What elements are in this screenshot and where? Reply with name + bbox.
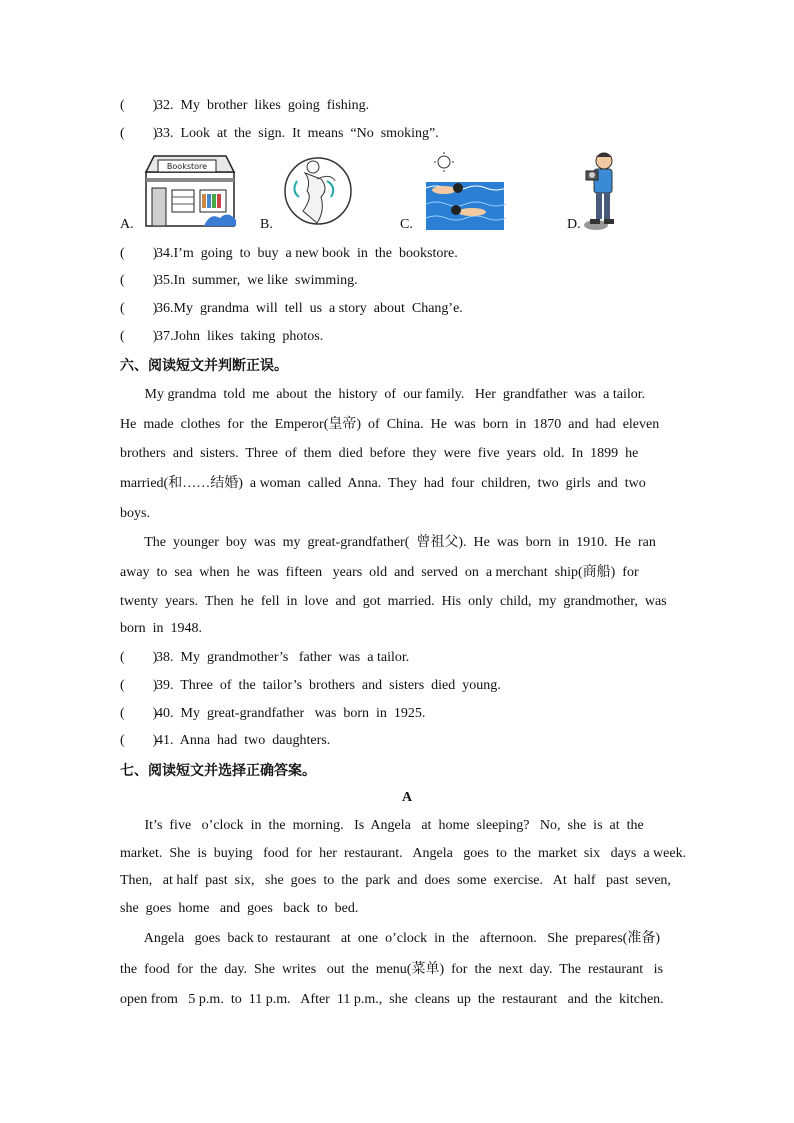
section-7-paragraph-2 (120, 924, 692, 1016)
question-37 (120, 328, 323, 346)
section-6-paragraph-2 (120, 528, 692, 644)
answer-paren[interactable]: ( ) (120, 706, 158, 721)
option-b-label: B. (260, 217, 273, 232)
option-c-label: C. (400, 217, 413, 232)
question-text: 41. Anna had two daughters. (156, 733, 331, 748)
swimming-image (424, 152, 506, 232)
answer-paren[interactable]: ( ) (120, 301, 158, 316)
question-36 (120, 300, 463, 318)
text-line: Then, at half past six, she goes to the park and does some exercise. At half past seven, (120, 873, 671, 889)
question-39 (120, 677, 501, 695)
bookstore-image (144, 154, 238, 228)
answer-paren[interactable]: ( ) (120, 329, 158, 344)
bookstore-sign-text: Bookstore (166, 162, 208, 171)
text-line: It’s five o’clock in the morning. Is Angela at home sleeping? No, she is at the (120, 818, 644, 833)
question-34 (120, 245, 458, 263)
question-41 (120, 732, 330, 750)
question-38 (120, 649, 409, 667)
question-text: 32. My brother likes going fishing. (156, 98, 370, 113)
option-a-label: A. (120, 217, 134, 232)
question-text: 35.In summer, we like swimming. (156, 273, 358, 288)
option-d-label: D. (567, 217, 581, 232)
question-text: 36.My grandma will tell us a story about Chang’e. (156, 301, 463, 316)
question-text: 33. Look at the sign. It means “No smoking”. (156, 126, 439, 141)
text-line: born in 1948. (120, 621, 203, 637)
text-line: the food for the day. She writes out the menu(菜单) for the next day. The restaurant is (120, 961, 664, 977)
section-7-heading: 七、阅读短文并选择正确答案。 (120, 763, 316, 779)
text-line: My grandma told me about the history of our family. Her grandfather was a tailor. (120, 387, 646, 402)
change-moon-image (283, 151, 353, 231)
question-35 (120, 272, 358, 290)
text-line: she goes home and goes back to bed. (120, 901, 359, 917)
answer-paren[interactable]: ( ) (120, 733, 158, 748)
photographer-image (582, 151, 622, 233)
answer-paren[interactable]: ( ) (120, 650, 158, 665)
answer-paren[interactable]: ( ) (120, 126, 158, 141)
text-line: Angela goes back to restaurant at one o’clock in the afternoon. She prepares(准备) (120, 931, 660, 946)
text-line: The younger boy was my great-grandfather( 曾祖父). He was born in 1910. He ran (120, 535, 656, 550)
section-7-paragraph-1 (120, 812, 692, 923)
question-text: 40. My great-grandfather was born in 1925. (156, 706, 426, 721)
passage-label: A (401, 790, 413, 805)
section-6-heading: 六、阅读短文并判断正误。 (120, 358, 288, 374)
text-line: boys. (120, 505, 150, 521)
question-32 (120, 97, 369, 115)
question-text: 37.John likes taking photos. (156, 329, 324, 344)
text-line: away to sea when he was fifteen years old and served on a merchant ship(商船) for (120, 564, 639, 580)
text-line: open from 5 p.m. to 11 p.m. After 11 p.m., she cleans up the restaurant and the kitchen. (120, 992, 664, 1007)
answer-paren[interactable]: ( ) (120, 273, 158, 288)
answer-paren[interactable]: ( ) (120, 246, 158, 261)
question-text: 38. My grandmother’s father was a tailor. (156, 650, 410, 665)
question-text: 39. Three of the tailor’s brothers and sisters died young. (156, 678, 501, 693)
question-40 (120, 705, 425, 723)
text-line: brothers and sisters. Three of them died before they were five years old. In 1899 he (120, 446, 639, 462)
answer-paren[interactable]: ( ) (120, 98, 158, 113)
text-line: twenty years. Then he fell in love and got married. His only child, my grandmother, was (120, 594, 667, 610)
section-6-paragraph-1 (120, 380, 692, 529)
text-line: He made clothes for the Emperor(皇帝) of China. He was born in 1870 and had eleven (120, 416, 660, 432)
answer-paren[interactable]: ( ) (120, 678, 158, 693)
question-33 (120, 125, 439, 143)
question-text: 34.I’m going to buy a new book in the bookstore. (156, 246, 458, 261)
text-line: married(和……结婚) a woman called Anna. They had four children, two girls and two (120, 476, 646, 492)
text-line: market. She is buying food for her restaurant. Angela goes to the market six days a week. (120, 845, 687, 861)
